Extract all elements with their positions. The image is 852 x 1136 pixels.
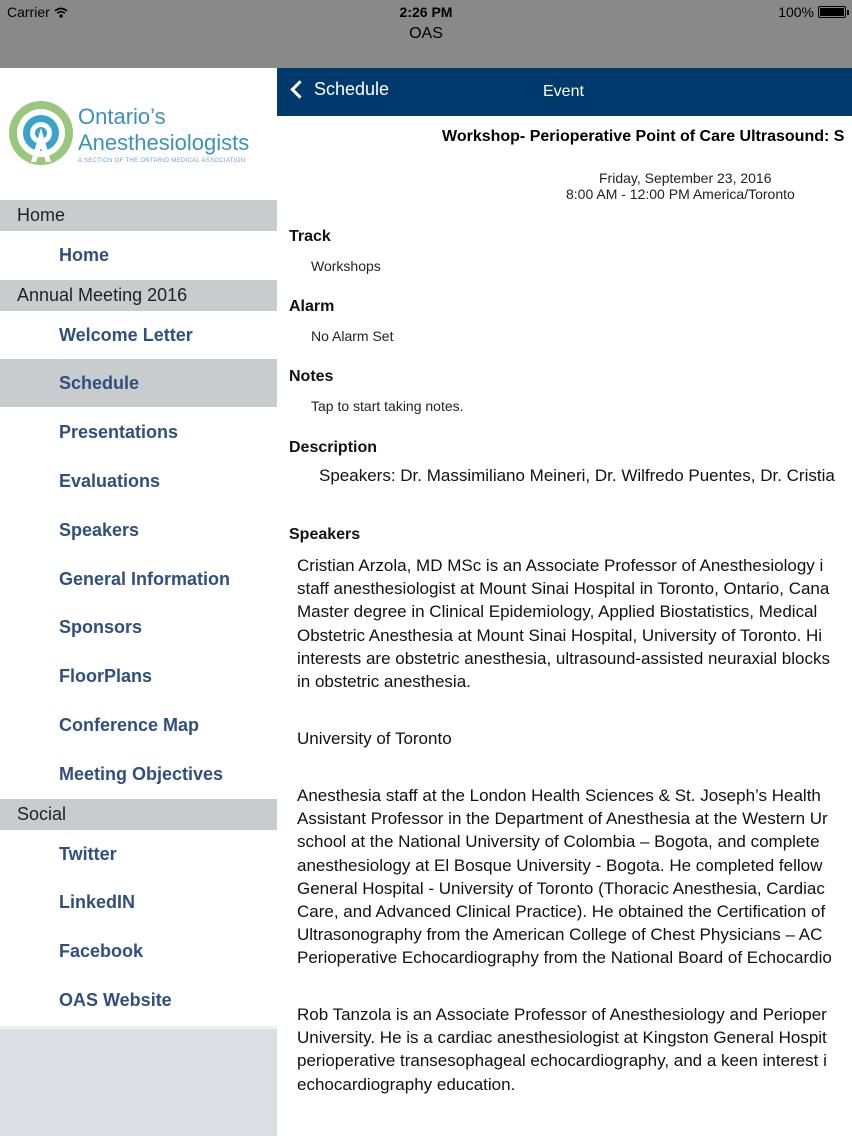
battery-indicator bbox=[778, 4, 846, 20]
notes-label: Notes bbox=[289, 368, 334, 385]
sidebar-item-presentations[interactable]: Presentations bbox=[59, 422, 179, 442]
bio-line: in obstetric anesthesia. bbox=[297, 672, 471, 692]
bio-line: echocardiography education. bbox=[297, 1074, 516, 1094]
sidebar-item-conference-map[interactable]: Conference Map bbox=[59, 715, 200, 735]
sidebar-item-home[interactable]: Home bbox=[59, 245, 110, 265]
bio-line: Perioperative Echocardiography from the National Board of Echocardio bbox=[297, 948, 832, 968]
bio-line: Care, and Advanced Clinical Practice). He obtained the Certification of bbox=[297, 902, 826, 922]
logo-text bbox=[78, 104, 249, 156]
sidebar-item-evaluations[interactable]: Evaluations bbox=[59, 471, 161, 491]
bio-line: Ultrasonography from the American College of Chest Physicians – AC bbox=[297, 925, 823, 945]
bio-line: interests are obstetric anesthesia, ultrasound-assisted neuraxial blocks bbox=[297, 648, 830, 668]
event-date: Friday, September 23, 2016 bbox=[599, 170, 772, 186]
bio-line: Obstetric Anesthesia at Mount Sinai Hospital, University of Toronto. Hi bbox=[297, 625, 823, 645]
speaker-bio-tanzola bbox=[297, 1003, 852, 1096]
notes-input[interactable]: Tap to start taking notes. bbox=[311, 398, 464, 414]
sidebar-footer bbox=[0, 1026, 277, 1136]
event-detail-panel bbox=[277, 68, 852, 1136]
sidebar-item-welcome-letter[interactable]: Welcome Letter bbox=[59, 325, 193, 345]
carrier-label: Carrier bbox=[7, 4, 50, 20]
description-label: Description bbox=[289, 439, 378, 456]
sidebar-item-speakers[interactable]: Speakers bbox=[59, 520, 140, 540]
nav-title: Event bbox=[543, 83, 584, 100]
bio-line: Master degree in Clinical Epidemiology, Applied Biostatistics, Medical bbox=[297, 602, 818, 622]
logo-line-1: Ontario’s bbox=[78, 104, 166, 129]
sidebar bbox=[0, 68, 277, 1136]
bio-line: perioperative transesophageal echocardiography, and a keen interest i bbox=[297, 1051, 827, 1071]
status-bar bbox=[0, 4, 852, 22]
sidebar-item-floorplans[interactable]: FloorPlans bbox=[59, 666, 153, 686]
track-value[interactable]: Workshops bbox=[311, 258, 381, 274]
chevron-left-icon bbox=[290, 80, 308, 98]
logo-subtitle: A SECTION OF THE ONTARIO MEDICAL ASSOCIATION bbox=[78, 158, 246, 164]
track-label: Track bbox=[289, 228, 331, 245]
navigation-bar bbox=[277, 68, 852, 116]
sidebar-item-oas-website[interactable]: OAS Website bbox=[59, 990, 172, 1010]
bio-line: University of Toronto bbox=[297, 729, 452, 748]
event-datetime bbox=[517, 170, 852, 202]
speaker-bio-puentes bbox=[297, 784, 852, 970]
bio-line: Assistant Professor in the Department of Anesthesia at the Western Ur bbox=[297, 809, 828, 829]
sidebar-item-twitter[interactable]: Twitter bbox=[59, 844, 117, 864]
logo-mark-icon bbox=[8, 100, 74, 166]
sidebar-item-meeting-objectives[interactable]: Meeting Objectives bbox=[59, 764, 224, 784]
bio-line: staff anesthesiologist at Mount Sinai Hospital in Toronto, Ontario, Cana bbox=[297, 579, 830, 599]
logo bbox=[8, 98, 273, 173]
bio-line: University. He is a cardiac anesthesiologist at Kingston General Hospit bbox=[297, 1028, 827, 1048]
alarm-label: Alarm bbox=[289, 298, 335, 315]
bio-line: Cristian Arzola, MD MSc is an Associate Professor of Anesthesiology i bbox=[297, 556, 824, 575]
sidebar-item-schedule[interactable]: Schedule bbox=[0, 359, 277, 407]
speaker-bio-meineri bbox=[297, 727, 852, 750]
speaker-bio-arzola bbox=[297, 554, 852, 693]
section-header-social: Social bbox=[0, 799, 277, 830]
back-button[interactable] bbox=[289, 79, 389, 100]
bio-line: Rob Tanzola is an Associate Professor of Anesthesiology and Perioper bbox=[297, 1005, 827, 1024]
bio-line: anesthesiology at El Bosque University - Bogota. He completed fellow bbox=[297, 855, 823, 875]
event-title: Workshop- Perioperative Point of Care Ultrasound: S bbox=[442, 128, 845, 145]
section-header-home: Home bbox=[0, 200, 277, 231]
top-bar bbox=[0, 0, 852, 68]
status-time: 2:26 PM bbox=[399, 4, 453, 20]
logo-line-2: Anesthesiologists bbox=[78, 130, 250, 155]
bio-line: school at the National University of Colombia – Bogota, and complete bbox=[297, 832, 820, 852]
sidebar-item-linkedin[interactable]: LinkedIN bbox=[59, 892, 136, 912]
sidebar-item-sponsors[interactable]: Sponsors bbox=[59, 617, 143, 637]
section-header-annual-meeting: Annual Meeting 2016 bbox=[0, 280, 277, 311]
event-time: 8:00 AM - 12:00 PM America/Toronto bbox=[566, 186, 795, 202]
speakers-label: Speakers bbox=[289, 526, 361, 543]
battery-icon bbox=[818, 6, 846, 18]
bio-line: Anesthesia staff at the London Health Sciences & St. Joseph’s Health bbox=[297, 786, 821, 805]
app-title: OAS bbox=[409, 25, 443, 42]
alarm-value[interactable]: No Alarm Set bbox=[311, 328, 394, 344]
bio-line: General Hospital - University of Toronto (Thoracic Anesthesia, Cardiac bbox=[297, 878, 825, 898]
description-text: Speakers: Dr. Massimiliano Meineri, Dr. Wilfredo Puentes, Dr. Cristia bbox=[319, 466, 835, 485]
battery-percent: 100% bbox=[778, 4, 814, 20]
sidebar-item-facebook[interactable]: Facebook bbox=[59, 941, 144, 961]
sidebar-item-general-information[interactable]: General Information bbox=[59, 569, 231, 589]
back-button-label: Schedule bbox=[314, 79, 390, 99]
